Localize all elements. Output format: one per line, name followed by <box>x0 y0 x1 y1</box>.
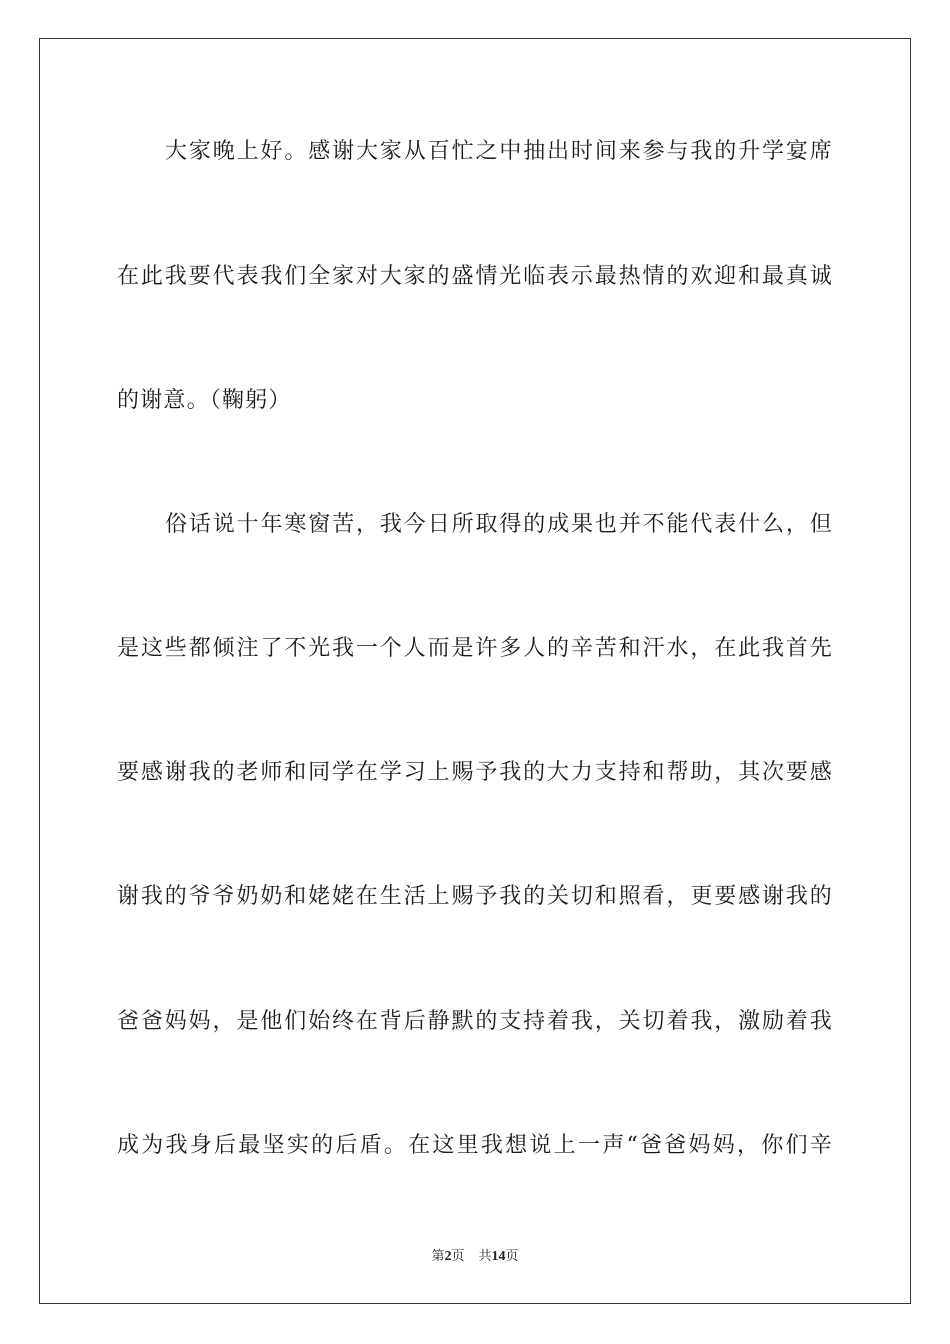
page-border <box>39 38 911 1304</box>
page-number: 2 <box>444 1249 452 1264</box>
paragraph-2-line-1: 俗话说十年寒窗苦，我今日所取得的成果也并不能代表什么，但 <box>165 512 833 537</box>
total-suffix: 页 <box>505 1249 519 1264</box>
paragraph-2-line-5: 爸爸妈妈，是他们始终在背后静默的支持着我，关切着我，激励着我 <box>117 1009 833 1034</box>
total-prefix: 共 <box>478 1249 492 1264</box>
total-pages: 14 <box>491 1249 506 1264</box>
paragraph-1-line-1: 大家晚上好。感谢大家从百忙之中抽出时间来参与我的升学宴席 <box>165 139 833 164</box>
page-footer <box>0 1245 950 1265</box>
paragraph-2-line-2: 是这些都倾注了不光我一个人而是许多人的辛苦和汗水，在此我首先 <box>117 636 833 661</box>
page-prefix: 第 <box>431 1249 445 1264</box>
paragraph-2-line-6: 成为我身后最坚实的后盾。在这里我想说上一声“爸爸妈妈，你们辛 <box>117 1133 833 1158</box>
paragraph-2-line-4: 谢我的爷爷奶奶和姥姥在生活上赐予我的关切和照看，更要感谢我的 <box>117 884 833 909</box>
page-suffix: 页 <box>451 1249 465 1264</box>
paragraph-2-line-3: 要感谢我的老师和同学在学习上赐予我的大力支持和帮助，其次要感 <box>117 760 833 785</box>
paragraph-1-line-3: 的谢意。（鞠躬） <box>117 388 292 413</box>
paragraph-1-line-2: 在此我要代表我们全家对大家的盛情光临表示最热情的欢迎和最真诚 <box>117 264 833 289</box>
